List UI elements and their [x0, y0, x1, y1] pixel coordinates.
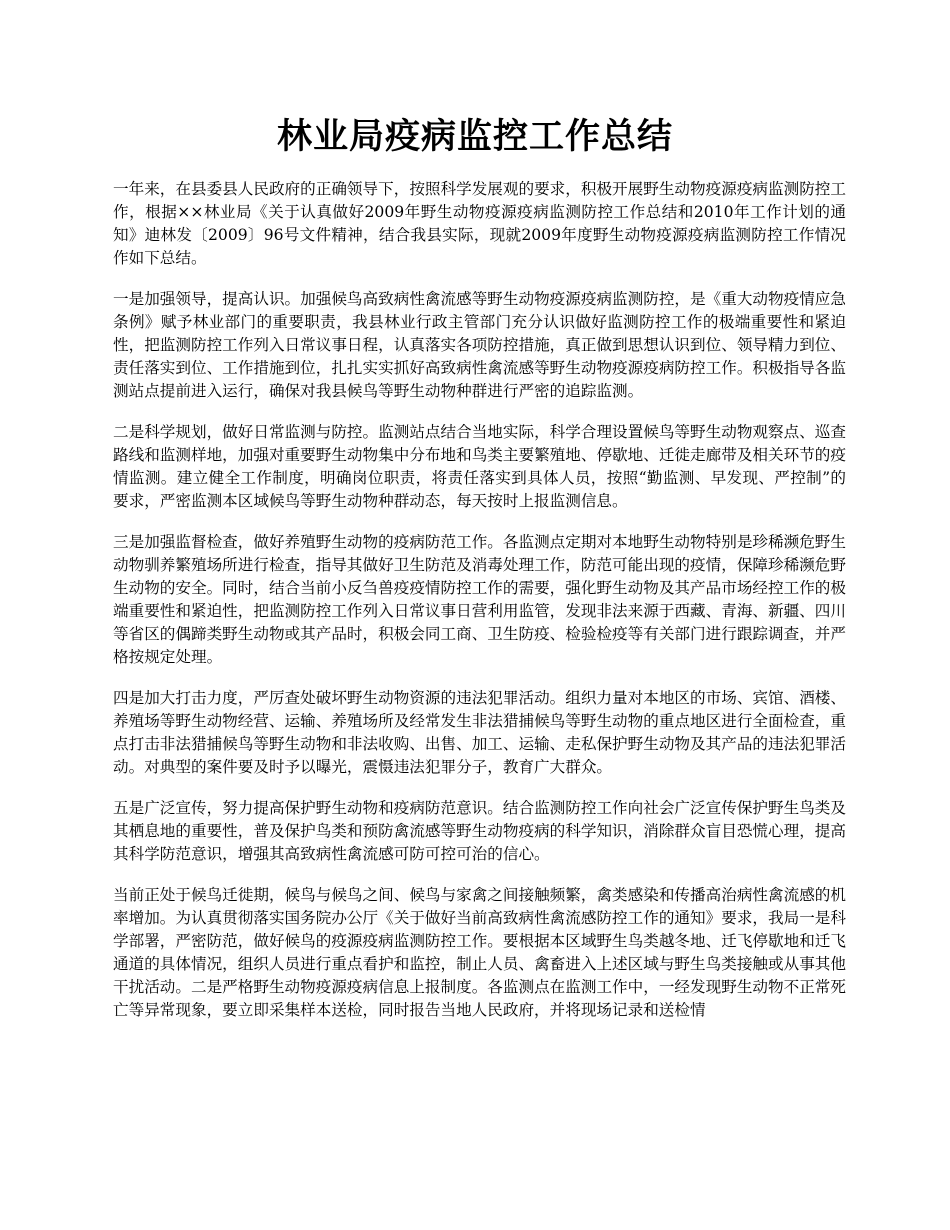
paragraph-planning: 二是科学规划，做好日常监测与防控。监测站点结合当地实际，科学合理设置候鸟等野生动物观察点、巡查路线和监测样地，加强对重要野生动物集中分布地和鸟类主要繁殖地、停歇地、迁徙走廊带及相关环节的疫情监测。建立健全工作制度，明确岗位职责，将责任落实到具体人员，按照“勤监测、早发现、严控制”的要求，严密监测本区域候鸟等野生动物种群动态，每天按时上报监测信息。 [113, 423, 846, 510]
paragraph-inspection: 三是加强监督检查，做好养殖野生动物的疫病防范工作。各监测点定期对本地野生动物特别是珍稀濒危野生动物驯养繁殖场所进行检查，指导其做好卫生防范及消毒处理工作，防范可能出现的疫情，保障珍稀濒危野生动物的安全。同时，结合当前小反刍兽疫疫情防控工作的需要，强化野生动物及其产品市场经控工作的极端重要性和紧迫性，把监测防控工作列入日常议事日营利用监管，发现非法来源于西藏、青海、新疆、四川等省区的偶蹄类野生动物或其产品时，积极会同工商、卫生防疫、检验检疫等有关部门进行跟踪调查，并严格按规定处理。 [113, 533, 846, 666]
document-body [113, 178, 846, 1040]
paragraph-enforcement: 四是加大打击力度，严厉查处破坏野生动物资源的违法犯罪活动。组织力量对本地区的市场、宾馆、酒楼、养殖场等野生动物经营、运输、养殖场所及经常发生非法猎捕候鸟等野生动物的重点地区进行全面检查，重点打击非法猎捕候鸟等野生动物和非法收购、出售、加工、运输、走私保护野生动物及其产品的违法犯罪活动。对典型的案件要及时予以曝光，震慑违法犯罪分子，教育广大群众。 [113, 689, 846, 776]
paragraph-intro: 一年来，在县委县人民政府的正确领导下，按照科学发展观的要求，积极开展野生动物疫源疫病监测防控工作，根据××林业局《关于认真做好2009年野生动物疫源疫病监测防控工作总结和2010年工作计划的通知》迪林发〔2009〕96号文件精神，结合我县实际，现就2009年度野生动物疫源疫病监测防控工作情况作如下总结。 [113, 180, 846, 267]
paragraph-leadership: 一是加强领导，提高认识。加强候鸟高致病性禽流感等野生动物疫源疫病监测防控，是《重大动物疫情应急条例》赋予林业部门的重要职责，我县林业行政主管部门充分认识做好监测防控工作的极端重要性和紧迫性，把监测防控工作列入日常议事日程，认真落实各项防控措施，真正做到思想认识到位、领导精力到位、责任落实到位、工作措施到位，扎扎实实抓好高致病性禽流感等野生动物疫源疫病防控工作。积极指导各监测站点提前进入运行，确保对我县候鸟等野生动物种群进行严密的追踪监测。 [113, 290, 846, 400]
paragraph-current-situation: 当前正处于候鸟迁徙期，候鸟与候鸟之间、候鸟与家禽之间接触频繁，禽类感染和传播高治病性禽流感的机率增加。为认真贯彻落实国务院办公厅《关于做好当前高致病性禽流感防控工作的通知》要求，我局一是科学部署，严密防范，做好候鸟的疫源疫病监测防控工作。要根据本区域野生鸟类越冬地、迁飞停歇地和迁飞通道的具体情况，组织人员进行重点看护和监控，制止人员、禽畜进入上述区域与野生鸟类接触或从事其他干扰活动。二是严格野生动物疫源疫病信息上报制度。各监测点在监测工作中，一经发现野生动物不正常死亡等异常现象，要立即采集样本送检，同时报告当地人民政府，并将现场记录和送检情 [113, 886, 846, 1019]
document-title: 林业局疫病监控工作总结 [276, 117, 673, 157]
paragraph-publicity: 五是广泛宣传，努力提高保护野生动物和疫病防范意识。结合监测防控工作向社会广泛宣传保护野生鸟类及其栖息地的重要性，普及保护鸟类和预防禽流感等野生动物疫病的科学知识，消除群众盲目恐慌心理，提高其科学防范意识，增强其高致病性禽流感可防可控可治的信心。 [113, 799, 846, 863]
